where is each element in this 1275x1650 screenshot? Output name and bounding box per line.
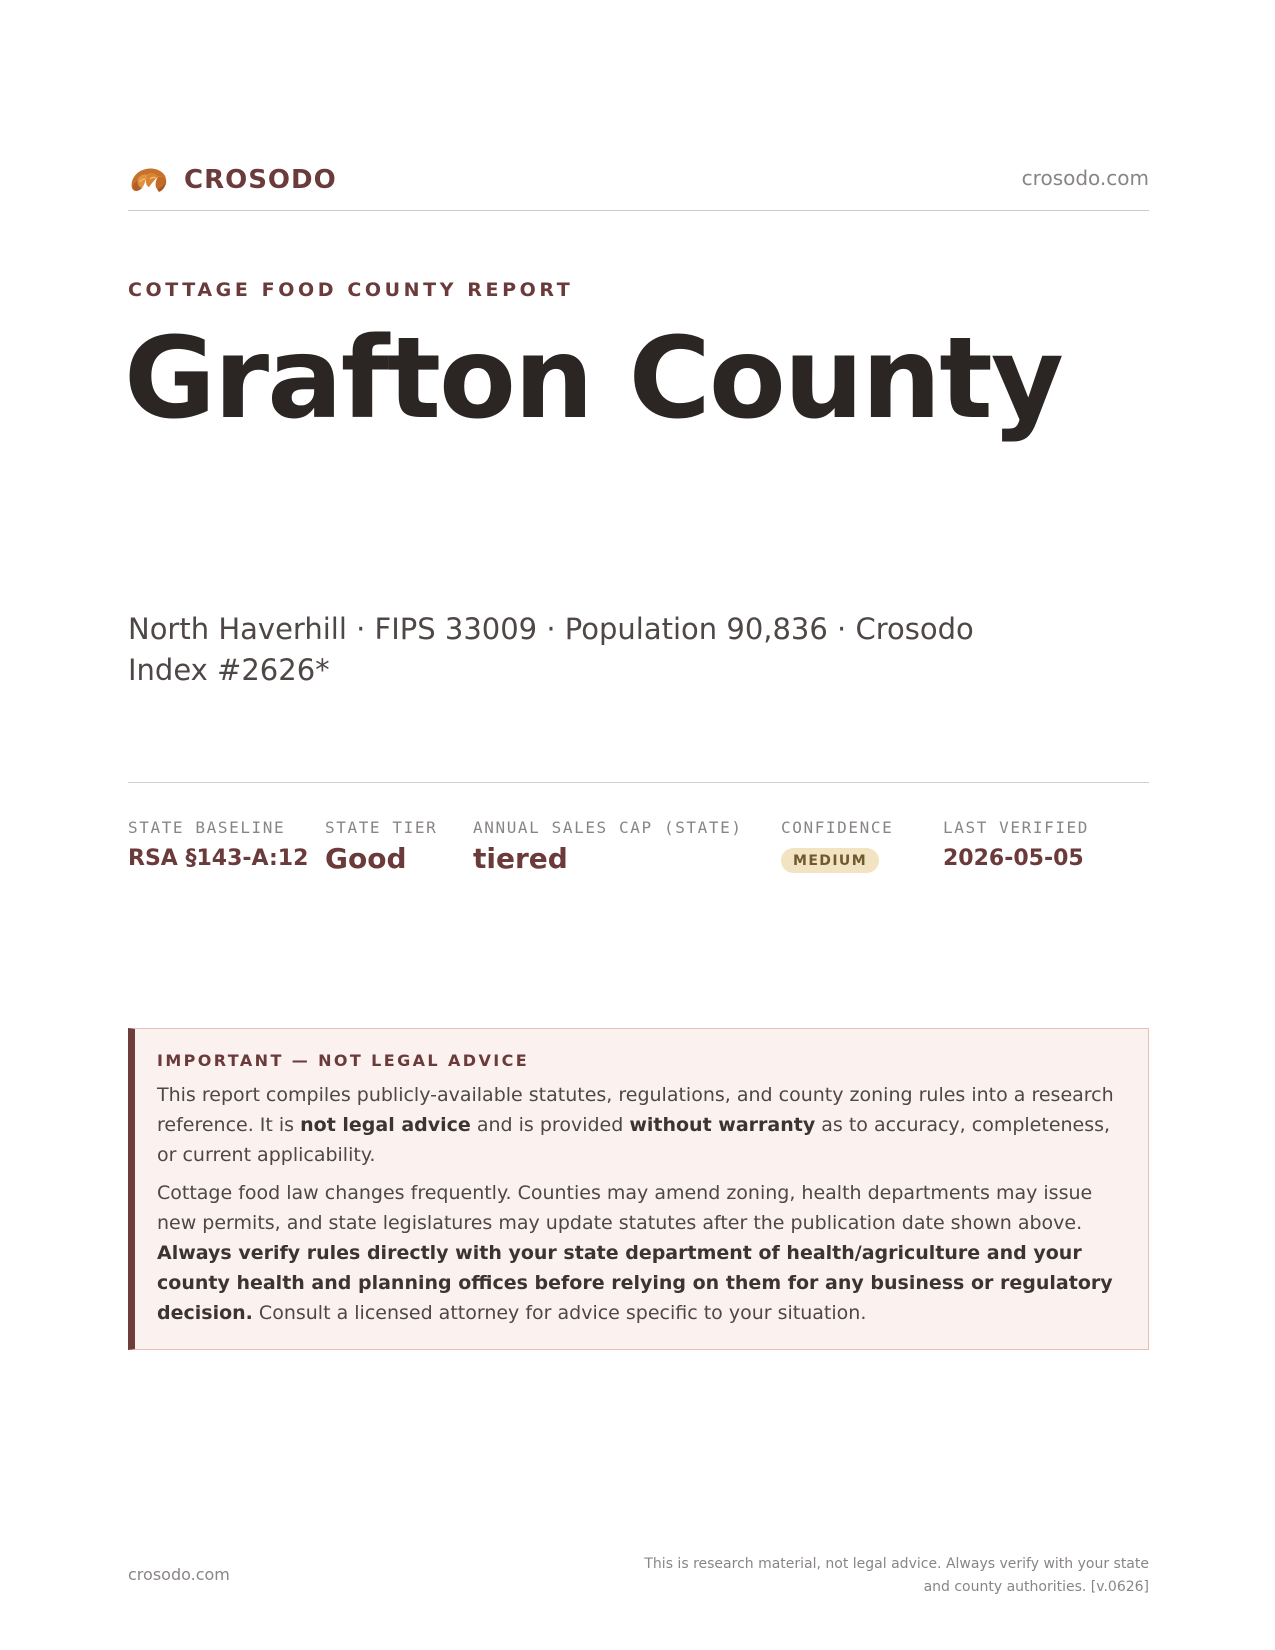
notice-text: Consult a licensed attorney for advice specific to your situation.	[252, 1302, 867, 1324]
fact-state-tier	[325, 818, 437, 875]
notice-text: Cottage food law changes frequently. Counties may amend zoning, health departments may issue new permits, and state legislatures may update statutes after the publication date shown above.	[157, 1182, 1093, 1234]
report-eyebrow: COTTAGE FOOD COUNTY REPORT	[128, 279, 574, 301]
site-link[interactable]: crosodo.com	[1021, 166, 1149, 190]
notice-text: as to accuracy, completeness, or current applicability.	[157, 1114, 1111, 1166]
fact-last-verified	[943, 818, 1089, 871]
notice-paragraph	[157, 1080, 1124, 1170]
footer-disclaimer: This is research material, not legal advice. Always verify with your state and county authorities. [v.0626]	[644, 1556, 1149, 1595]
confidence-badge: MEDIUM	[781, 848, 879, 873]
fact-value: tiered	[473, 842, 568, 875]
fact-label: ANNUAL SALES CAP (STATE)	[473, 818, 743, 837]
fact-state-baseline	[128, 818, 308, 871]
brand-name: CROSODO	[184, 165, 337, 195]
fact-label: STATE BASELINE	[128, 818, 286, 837]
brand[interactable]	[128, 162, 337, 198]
fact-label: STATE TIER	[325, 818, 438, 837]
fact-value: 2026-05-05	[943, 846, 1084, 871]
notice-heading: IMPORTANT — NOT LEGAL ADVICE	[157, 1051, 530, 1070]
notice-emphasis: without warranty	[629, 1114, 816, 1136]
legal-notice	[128, 1028, 1149, 1350]
header-bar	[128, 158, 1149, 211]
report-page	[124, 0, 1149, 1650]
notice-text: This report compiles publicly-available statutes, regulations, and county zoning rules into a research reference. It is	[157, 1084, 1114, 1136]
county-subtitle: North Haverhill · FIPS 33009 · Population 90,836 · Crosodo Index #2626*	[128, 612, 974, 687]
fact-label: CONFIDENCE	[781, 818, 894, 837]
fact-label: LAST VERIFIED	[943, 818, 1090, 837]
notice-emphasis: not legal advice	[300, 1114, 471, 1136]
footer-site-link[interactable]: crosodo.com	[128, 1565, 230, 1584]
notice-emphasis: Always verify rules directly with your state department of health/agriculture and your county health and planning offices before relying on them for any business or regulatory decision.	[157, 1242, 1113, 1324]
divider	[128, 782, 1149, 783]
fact-confidence	[781, 818, 893, 873]
notice-text: and is provided	[470, 1114, 630, 1136]
page-title: Grafton County	[124, 314, 1062, 444]
fact-value: Good	[325, 842, 407, 875]
croissant-icon	[128, 162, 168, 198]
fact-annual-sales-cap	[473, 818, 743, 875]
fact-value: RSA §143-A:12	[128, 846, 309, 871]
notice-paragraph	[157, 1178, 1124, 1328]
